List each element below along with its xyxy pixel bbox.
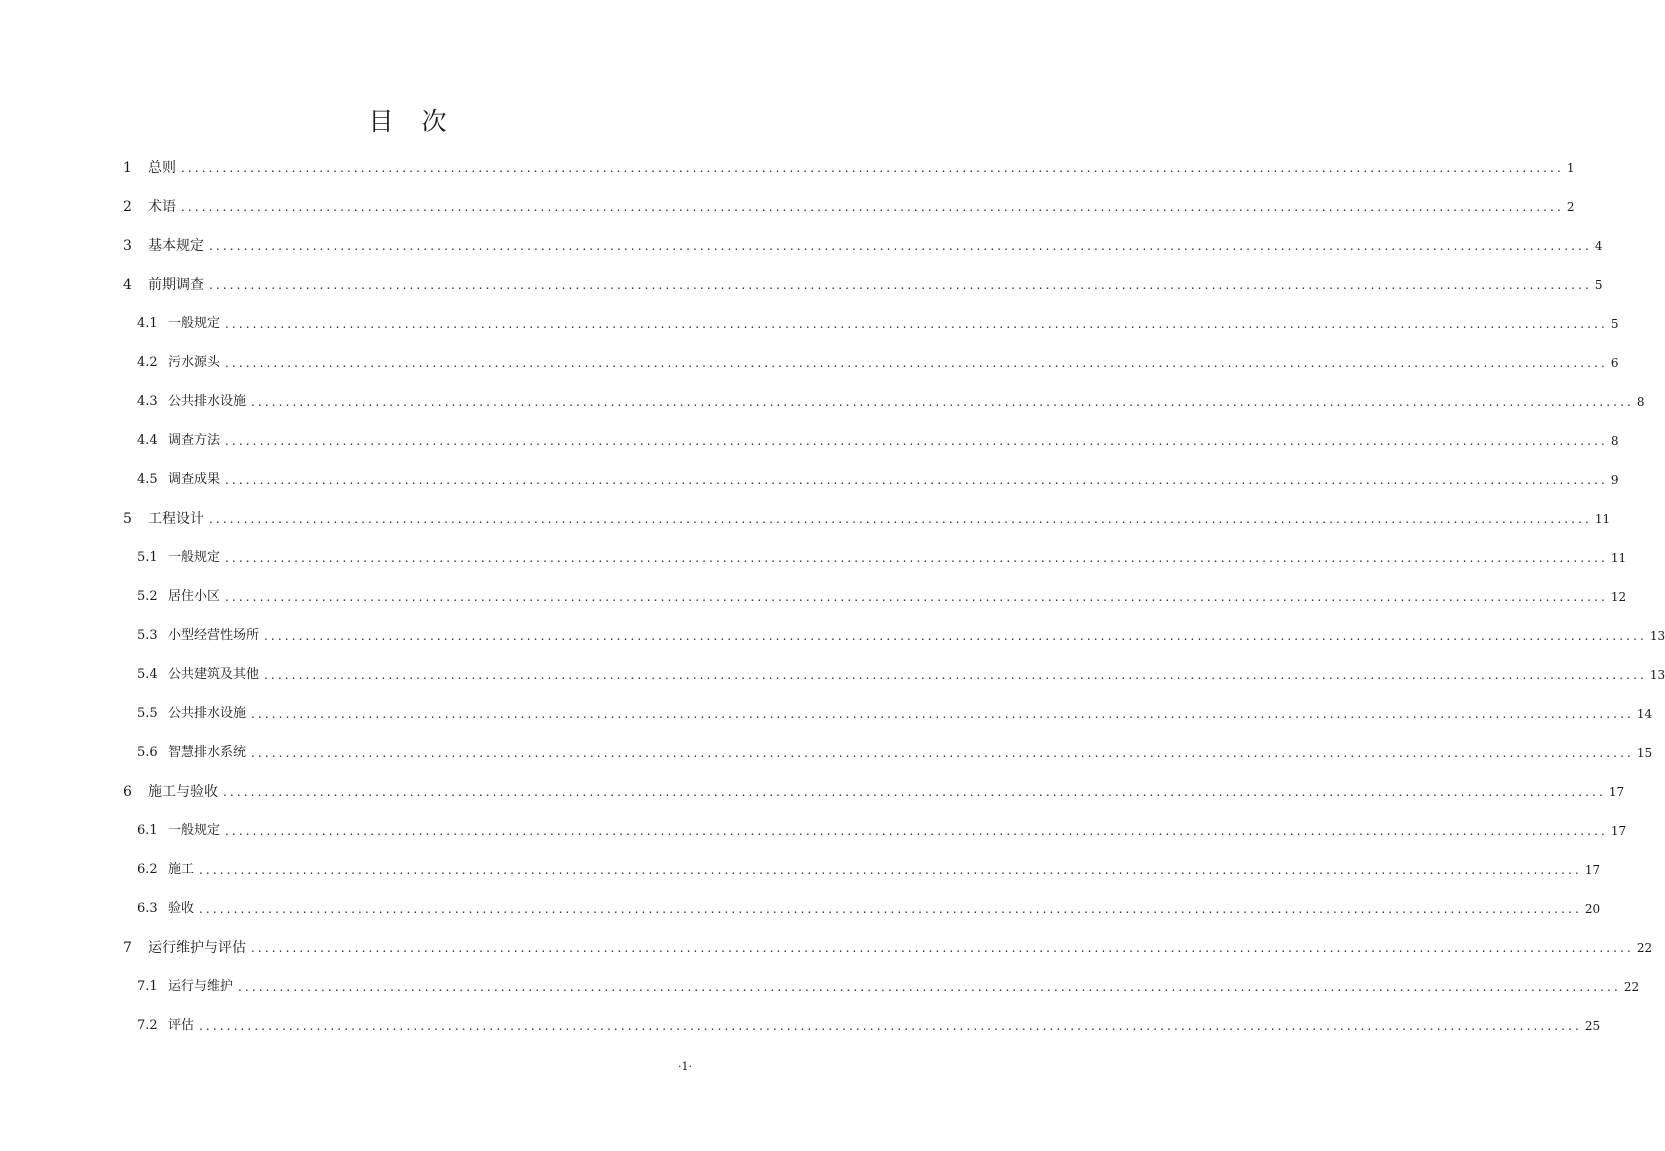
toc-entry-number: 4.4	[137, 433, 158, 448]
toc-entry-page: 25	[1584, 1019, 1601, 1033]
toc-entry[interactable]	[137, 820, 1627, 842]
toc-entry-page: 8	[1636, 395, 1645, 409]
toc-entry-label: 公共排水设施	[168, 394, 247, 409]
toc-entry-number: 6.3	[137, 901, 158, 916]
toc-entry[interactable]	[137, 664, 1665, 686]
toc-dot-leader: ........................................................................................................................................................................................................	[199, 863, 1582, 877]
toc-entry[interactable]	[137, 742, 1653, 764]
toc-entry-page: 1	[1566, 161, 1575, 175]
page-number: ·1·	[678, 1060, 692, 1073]
toc-dot-leader: ........................................................................................................................................................................................................	[225, 590, 1608, 604]
page-title-part1: 目	[368, 107, 394, 136]
toc-entry-page: 22	[1623, 980, 1640, 994]
toc-entry-number: 4.2	[137, 355, 158, 370]
toc-entry[interactable]	[123, 937, 1653, 959]
toc-dot-leader: ........................................................................................................................................................................................................	[264, 668, 1647, 682]
toc-entry-page: 4	[1594, 239, 1603, 253]
toc-entry-number: 5.4	[137, 667, 158, 682]
toc-entry-label: 一般规定	[168, 316, 221, 331]
toc-entry-label: 污水源头	[168, 355, 221, 370]
toc-entry[interactable]	[123, 235, 1603, 257]
toc-dot-leader: ........................................................................................................................................................................................................	[225, 551, 1608, 565]
toc-entry[interactable]	[137, 586, 1627, 608]
toc-entry-label: 公共排水设施	[168, 706, 247, 721]
toc-entry-number: 7.2	[137, 1018, 158, 1033]
toc-entry[interactable]	[137, 352, 1619, 374]
toc-entry-page: 14	[1636, 707, 1653, 721]
toc-dot-leader: ........................................................................................................................................................................................................	[238, 980, 1621, 994]
toc-dot-leader: ........................................................................................................................................................................................................	[181, 161, 1564, 175]
toc-entry-label: 前期调查	[148, 277, 204, 293]
toc-dot-leader: ........................................................................................................................................................................................................	[225, 824, 1608, 838]
toc-dot-leader: ........................................................................................................................................................................................................	[225, 473, 1608, 487]
toc-entry-label: 居住小区	[168, 589, 221, 604]
toc-entry-page: 13	[1649, 668, 1665, 682]
toc-entry-page: 13	[1649, 629, 1665, 643]
toc-entry[interactable]	[123, 781, 1625, 803]
toc-entry-page: 15	[1636, 746, 1653, 760]
toc-entry-page: 22	[1636, 941, 1653, 955]
toc-entry-page: 5	[1610, 317, 1619, 331]
toc-entry[interactable]	[123, 157, 1575, 179]
toc-entry-label: 工程设计	[148, 511, 204, 527]
toc-entry-page: 11	[1610, 551, 1627, 565]
page-title-part2: 次	[421, 107, 447, 136]
toc-entry-label: 基本规定	[148, 238, 204, 254]
toc-entry-label: 验收	[168, 901, 195, 916]
toc-dot-leader: ........................................................................................................................................................................................................	[199, 902, 1582, 916]
toc-entry-label: 施工与验收	[148, 784, 218, 800]
toc-dot-leader: ........................................................................................................................................................................................................	[251, 746, 1634, 760]
toc-entry-number: 7	[123, 940, 132, 956]
toc-entry-number: 4.1	[137, 316, 158, 331]
toc-entry-page: 2	[1566, 200, 1575, 214]
toc-entry[interactable]	[137, 430, 1619, 452]
toc-entry-number: 7.1	[137, 979, 158, 994]
toc-entry-number: 5.1	[137, 550, 158, 565]
toc-entry-number: 6.1	[137, 823, 158, 838]
page-title	[0, 104, 815, 140]
toc-entry[interactable]	[137, 625, 1665, 647]
toc-entry[interactable]	[123, 508, 1611, 530]
toc-dot-leader: ........................................................................................................................................................................................................	[225, 356, 1608, 370]
toc-entry-page: 20	[1584, 902, 1601, 916]
toc-entry[interactable]	[137, 859, 1601, 881]
toc-entry-label: 运行与维护	[168, 979, 234, 994]
toc-entry-page: 11	[1594, 512, 1611, 526]
toc-dot-leader: ........................................................................................................................................................................................................	[251, 707, 1634, 721]
toc-entry-label: 一般规定	[168, 823, 221, 838]
toc-entry-page: 17	[1608, 785, 1625, 799]
toc-entry-number: 4	[123, 277, 132, 293]
toc-entry-number: 2	[123, 199, 132, 215]
toc-entry-number: 6.2	[137, 862, 158, 877]
toc-dot-leader: ........................................................................................................................................................................................................	[251, 395, 1634, 409]
toc-entry-label: 总则	[148, 160, 176, 176]
toc-entry-number: 5.5	[137, 706, 158, 721]
toc-entry-label: 小型经营性场所	[168, 628, 260, 643]
toc-entry[interactable]	[137, 1015, 1601, 1037]
toc-dot-leader: ........................................................................................................................................................................................................	[199, 1019, 1582, 1033]
toc-entry[interactable]	[137, 313, 1619, 335]
toc-entry-number: 5.6	[137, 745, 158, 760]
toc-dot-leader: ........................................................................................................................................................................................................	[225, 434, 1608, 448]
toc-entry-number: 4.3	[137, 394, 158, 409]
toc-entry[interactable]	[137, 976, 1640, 998]
toc-entry-label: 一般规定	[168, 550, 221, 565]
toc-entry-number: 5	[123, 511, 132, 527]
toc-entry-label: 施工	[168, 862, 195, 877]
toc-entry-label: 术语	[148, 199, 176, 215]
toc-entry-page: 9	[1610, 473, 1619, 487]
toc-entry[interactable]	[123, 196, 1575, 218]
toc-entry-number: 1	[123, 160, 132, 176]
toc-entry-number: 3	[123, 238, 132, 254]
toc-entry-number: 6	[123, 784, 132, 800]
toc-entry-label: 调查方法	[168, 433, 221, 448]
toc-dot-leader: ........................................................................................................................................................................................................	[209, 239, 1592, 253]
toc-entry-page: 17	[1610, 824, 1627, 838]
toc-entry[interactable]	[137, 469, 1619, 491]
toc-entry-number: 5.3	[137, 628, 158, 643]
toc-entry[interactable]	[123, 274, 1603, 296]
toc-entry[interactable]	[137, 547, 1627, 569]
toc-entry-number: 5.2	[137, 589, 158, 604]
toc-dot-leader: ........................................................................................................................................................................................................	[264, 629, 1647, 643]
toc-entry-label: 调查成果	[168, 472, 221, 487]
toc-entry-page: 6	[1610, 356, 1619, 370]
toc-entry-label: 评估	[168, 1018, 195, 1033]
toc-entry[interactable]	[137, 703, 1653, 725]
toc-dot-leader: ........................................................................................................................................................................................................	[181, 200, 1564, 214]
toc-entry-label: 运行维护与评估	[148, 940, 246, 956]
toc-dot-leader: ........................................................................................................................................................................................................	[223, 785, 1606, 799]
toc-entry-label: 智慧排水系统	[168, 745, 247, 760]
toc-dot-leader: ........................................................................................................................................................................................................	[225, 317, 1608, 331]
toc-entry-page: 5	[1594, 278, 1603, 292]
toc-entry-page: 12	[1610, 590, 1627, 604]
toc-entry-number: 4.5	[137, 472, 158, 487]
toc-entry-label: 公共建筑及其他	[168, 667, 260, 682]
toc-dot-leader: ........................................................................................................................................................................................................	[209, 512, 1592, 526]
toc-entry-page: 8	[1610, 434, 1619, 448]
toc-dot-leader: ........................................................................................................................................................................................................	[209, 278, 1592, 292]
toc-entry[interactable]	[137, 391, 1645, 413]
toc-dot-leader: ........................................................................................................................................................................................................	[251, 941, 1634, 955]
toc-entry-page: 17	[1584, 863, 1601, 877]
toc-entry[interactable]	[137, 898, 1601, 920]
